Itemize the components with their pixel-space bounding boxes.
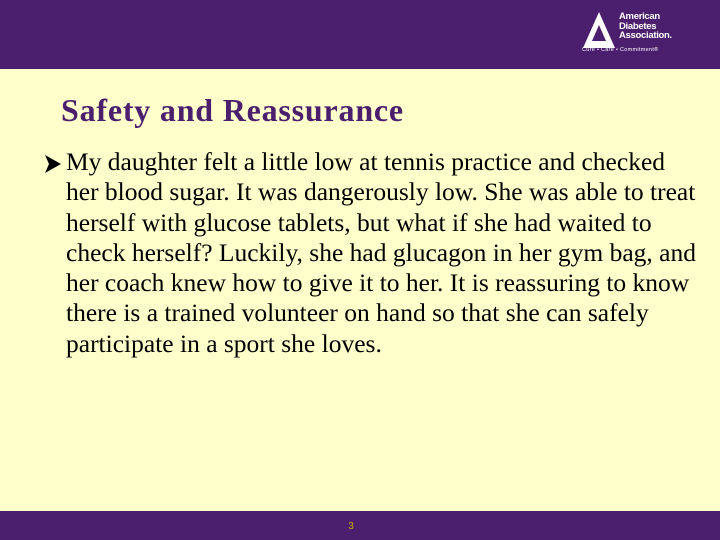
ada-triangle-icon (582, 10, 616, 50)
page-number: 3 (348, 521, 354, 532)
logo-tagline: Cure • Care • Commitment® (582, 47, 659, 53)
arrow-bullet-icon (43, 154, 63, 174)
header-bar (0, 0, 720, 69)
ada-logo (582, 10, 702, 62)
bullet-text: My daughter felt a little low at tennis practice and checked her blood sugar. It was dangerously low. She was able to treat herself with glucose tablets, but what if she had waited to check herself? Luckily, she had glucagon in her gym bag, and her coach knew how to give it to her. It is reassuring to know there is a trained volunteer on hand so that she can safely participate in a sport she loves. (66, 147, 696, 358)
bullet-item (43, 147, 703, 359)
slide-title: Safety and Reassurance (61, 92, 404, 128)
logo-name: American Diabetes Association. (619, 11, 672, 41)
